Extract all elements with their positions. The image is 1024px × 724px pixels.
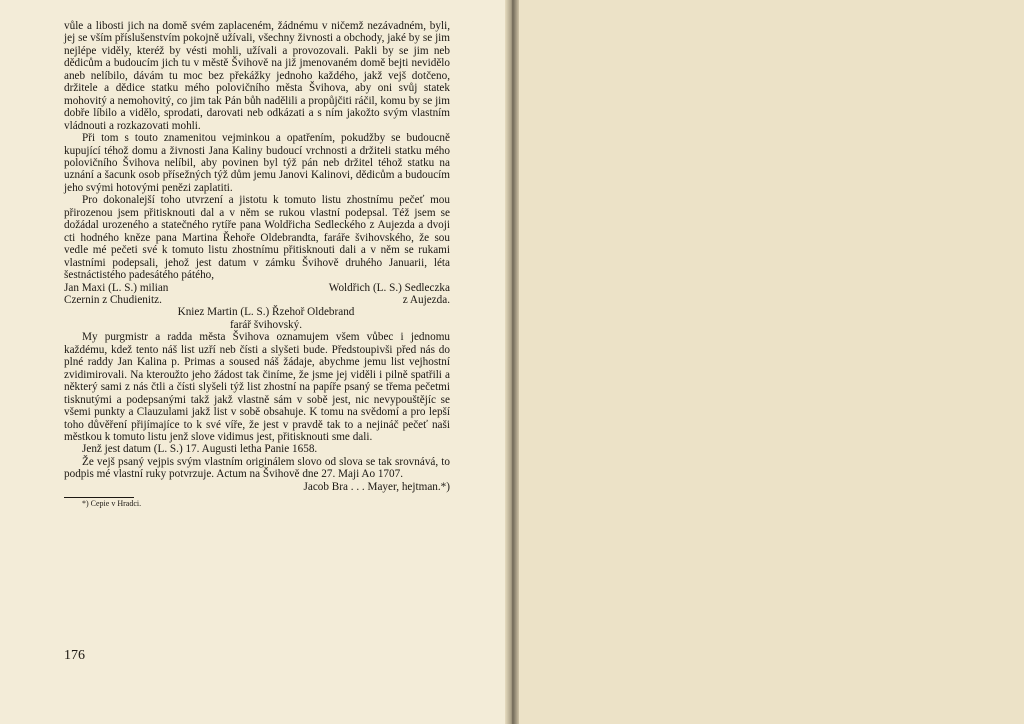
footnote: *) Cepie v Hradci.	[82, 499, 142, 509]
signature: farář švihovský.	[229, 318, 303, 331]
signature-row	[64, 294, 450, 306]
paragraph: Že vejš psaný vejpis svým vlastním originálem slovo od slova se tak srovnává, to podpis mé vlastní ruky potvrzuje. Actum na Švihově dne 27. Maji Ao 1707.	[64, 455, 450, 481]
signature-row	[64, 282, 450, 294]
signature: Kniez Martin (L. S.) Řzehoř Oldebrand	[177, 306, 355, 319]
left-page-text	[64, 20, 450, 508]
page-number: 176	[64, 648, 85, 663]
paragraph: Při tom s touto znamenitou vejminkou a opatřením, pokudžby se budoucně kupující téhož domu a živnosti Jana Kaliny budoucí vrchnosti a držiteli statku mého polovičního Švihova nelíbil, aby povinen byl týž pán neb držitel téhož statku na uznání a šacunk osob přísežných týž dům jemu Janovi Kalinovi, dědicům a budoucím jeho svými hotovými penězi zaplatiti.	[64, 132, 450, 194]
signature: Woldřich (L. S.) Sedleczka	[328, 281, 450, 294]
paragraph: Pro dokonalejší toho utvrzení a jistotu k tomuto listu zhostnímu pečeť mou přirozenou jsem přitisknouti dal a v něm se rukou vlastní podepsal. Též jsem se dožádal urozeného a statečného rytíře pana Woldřicha Sedleckého z Aujezda a dvoji cti hodného kněze pana Martina Řehoře Oldebrandta, faráře švihovského, že sou vedle mé pečeti své k tomuto listu zhostnímu přitisknouti dali a v něm se rukami vlastními podepsali, jehož jest datum v zámku Švihově druhého Januarii, léta šestnáctistého padesátého pátého,	[64, 194, 450, 282]
signature: z Aujezda.	[402, 293, 450, 306]
paragraph: Jenž jest datum (L. S.) 17. Augusti letha Panie 1658.	[82, 443, 318, 456]
paragraph: vůle a libosti jich na domě svém zaplaceném, žádnému v ničemž nezávadném, byli, jej se vším příslušenstvím pokojně užívali, všechny živnosti a obchody, jaké by se jim nejlépe viděly, kteréž by vésti mohli, užívali a provozovali. Pakli by se jim neb dědicům a budoucím jich tu v městě Švihově na již jmenovaném domě bejti nevidělo aneb nelíbilo, dávám tu moc bez překážky jednoho každého, jakž vejš dotčeno, držitele a dědice statku mého polovičního města Švihova, aby oni svůj statek mohovitý a nemohovitý, co jim tak Pán bůh nadělili a propůjčiti ráčil, komu by se jim dobře líbilo a vidělo, sprodati, darovati neb odkázati a s ním jakožto svým vlastním vládnouti a rozkazovati mohli.	[64, 20, 450, 132]
signature: Jan Maxi (L. S.) milian	[64, 281, 169, 294]
signature: Jacob Bra . . . Mayer, hejtman.*)	[303, 480, 450, 493]
right-page	[512, 0, 1024, 724]
paragraph: My purgmistr a radda města Švihova oznamujem všem vůbec i jednomu každému, kdež tento náš list uzří neb čísti a slyšeti bude. Předstoupivši před nás do plné raddy Jan Kalina p. Primas a soused náš žádaje, abychme jemu list vejhostní zvidimirovali. Na kteroužto jeho žádost tak činíme, že jsme jej viděli i pilně spatřili a některý sami z nás čtli a čísti slyšeli týž list zhostní na papíře psaný se třema pečetmi tisknutými a podepsanými takž jakž vlastně sám v sobě jest, nic nevypouštějíc se všemi punkty a Clauzulami jakž list v sobě obsahuje. K tomu na svědomí a pro lepší toho důvěření přijímajíce to k své víře, že jest v pravdě tak to a nejináč pečeť naši městkou k tomuto listu jenž slove vidimus jest, přitisknouti sme dali.	[64, 331, 450, 443]
signature: Czernin z Chudienitz.	[64, 293, 162, 306]
footnote-rule	[64, 497, 134, 498]
book-gutter	[505, 0, 519, 724]
